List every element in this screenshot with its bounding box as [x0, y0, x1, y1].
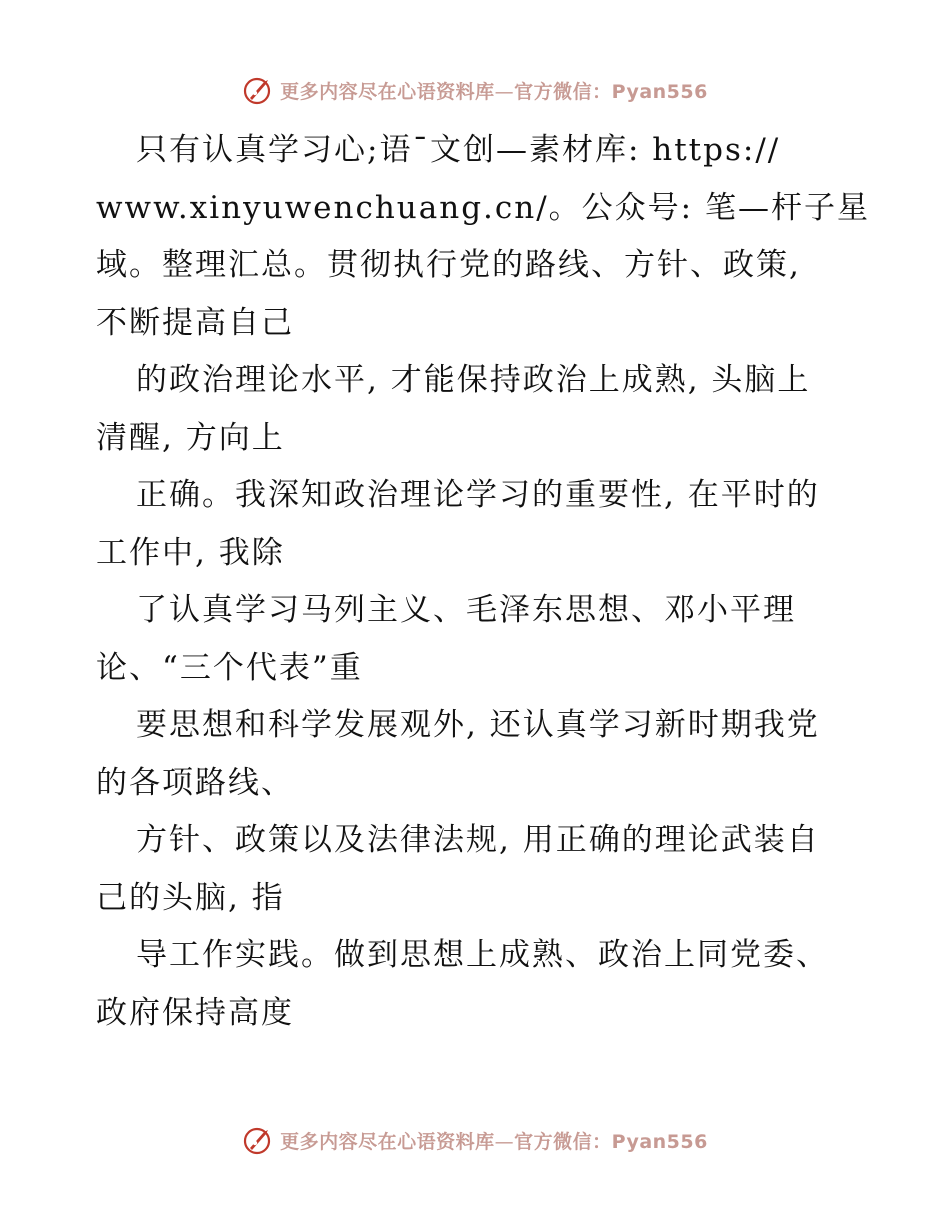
body-line: www.xinyuwenchuang.cn/。公众号: 笔—杆子星 [96, 189, 870, 226]
body-line: 己的头脑, 指 [96, 879, 285, 916]
body-line: 了认真学习马列主义、毛泽东思想、邓小平理 [136, 592, 796, 628]
header-watermark-text: 更多内容尽在心语资料库—官方微信：Pyan556 [280, 80, 708, 103]
body-line: 的各项路线、 [96, 764, 294, 801]
body-line: 正确。我深知政治理论学习的重要性, 在平时的 [136, 477, 820, 513]
body-line: 不断提高自己 [96, 304, 294, 341]
header-watermark [0, 70, 950, 110]
body-line: 政府保持高度 [96, 994, 294, 1031]
body-line: 域。整理汇总。贯彻执行党的路线、方针、政策, [96, 247, 801, 283]
body-line: 导工作实践。做到思想上成熟、政治上同党委、 [136, 937, 829, 973]
body-line: 要思想和科学发展观外, 还认真学习新时期我党 [136, 707, 820, 743]
body-line: 工作中, 我除 [96, 534, 285, 571]
body-line: 清醒, 方向上 [96, 419, 285, 456]
footer-watermark [0, 1120, 950, 1160]
quill-pen-logo-icon [242, 74, 274, 106]
body-line: 论、“三个代表”重 [96, 649, 363, 686]
footer-watermark-text: 更多内容尽在心语资料库—官方微信：Pyan556 [280, 1130, 708, 1153]
body-line: 的政治理论水平, 才能保持政治上成熟, 头脑上 [136, 362, 811, 398]
body-line: 方针、政策以及法律法规, 用正确的理论武装自 [136, 822, 820, 858]
document-body [96, 122, 870, 1042]
quill-pen-logo-icon [242, 1124, 274, 1156]
body-line: 只有认真学习心;语¯文创—素材库: https:// [136, 132, 781, 168]
